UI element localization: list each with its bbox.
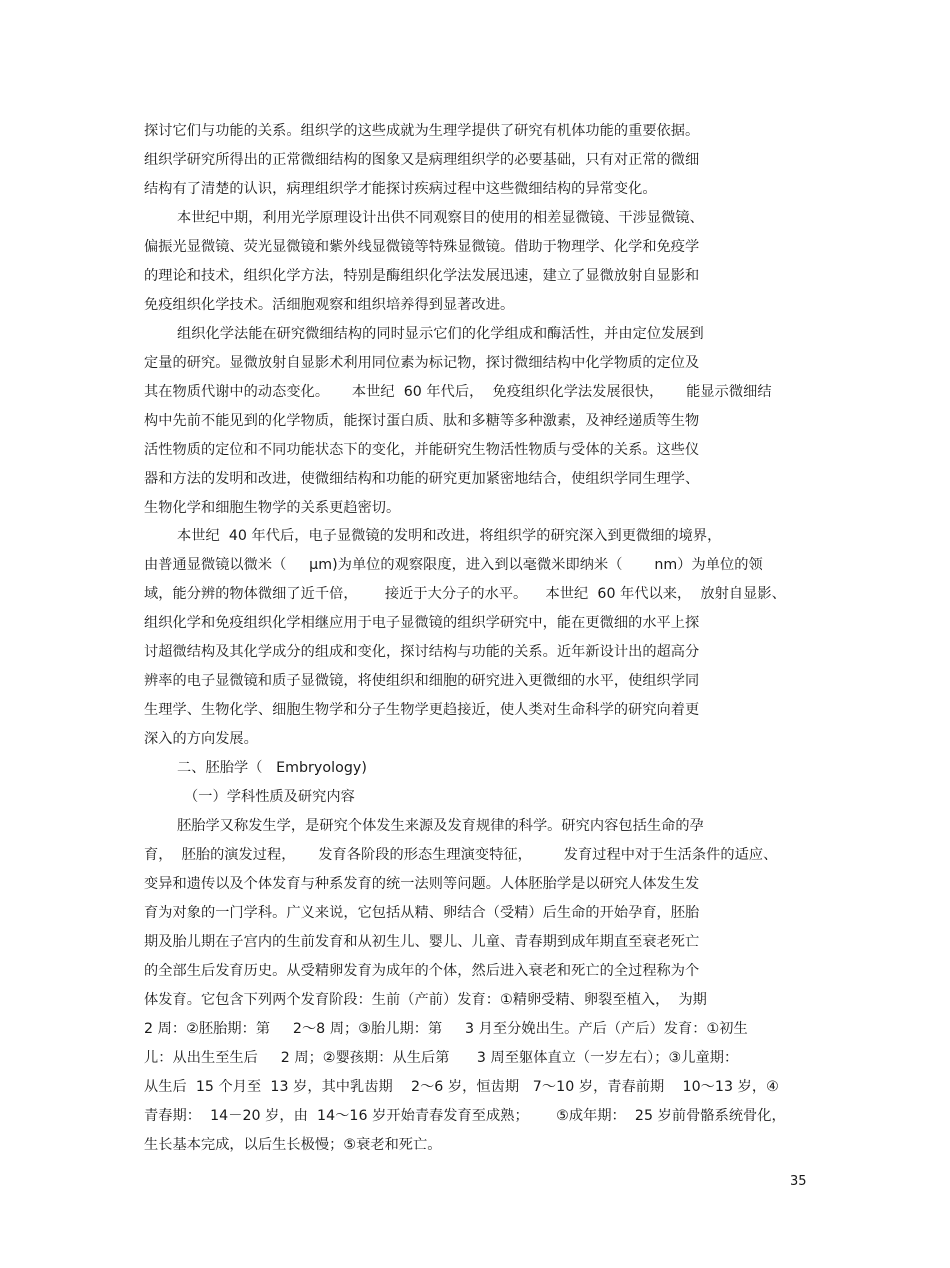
- text-line: 由普通显微镜以微米（ μm)为单位的观察限度，进入到以毫微米即纳米（ nm）为单位的领: [144, 557, 763, 573]
- text-line: 体发育。它包含下列两个发育阶段：生前（产前）发育：①精卵受精、卵裂至植入， 为期: [144, 992, 707, 1008]
- text-line: 育， 胚胎的演发过程， 发育各阶段的形态生理演变特征， 发育过程中对于生活条件的适应、: [144, 847, 778, 863]
- text-line: 的全部生后发育历史。从受精卵发育为成年的个体，然后进入衰老和死亡的全过程称为个: [144, 963, 700, 979]
- text-line: 构中先前不能见到的化学物质，能探讨蛋白质、肽和多糖等多种激素，及神经递质等生物: [144, 413, 700, 429]
- text-line: 变异和遗传以及个体发育与种系发育的统一法则等问题。人体胚胎学是以研究人体发生发: [144, 876, 700, 892]
- text-line: 本世纪中期，利用光学原理设计出供不同观察目的使用的相差显微镜、干涉显微镜、: [177, 210, 704, 226]
- text-line: 深入的方向发展。: [144, 731, 258, 747]
- text-line: 育为对象的一门学科。广义来说，它包括从精、卵结合（受精）后生命的开始孕育，胚胎: [144, 905, 700, 921]
- text-line: 探讨它们与功能的关系。组织学的这些成就为生理学提供了研究有机体功能的重要依据。: [144, 123, 700, 139]
- text-line: 域，能分辨的物体微细了近千倍， 接近于大分子的水平。 本世纪 60 年代以来， 放射自显影、: [144, 586, 786, 602]
- subsection-heading: （一）学科性质及研究内容: [184, 789, 355, 805]
- text-line: 其在物质代谢中的动态变化。 本世纪 60 年代后， 免疫组织化学法发展很快， 能显示微细结: [144, 384, 772, 400]
- text-line: 结构有了清楚的认识，病理组织学才能探讨疾病过程中这些微细结构的异常变化。: [144, 181, 657, 197]
- text-line: 组织化学和免疫组织化学相继应用于电子显微镜的组织学研究中，能在更微细的水平上探: [144, 615, 700, 631]
- text-line: 的理论和技术，组织化学方法，特别是酶组织化学法发展迅速，建立了显微放射自显影和: [144, 268, 700, 284]
- text-line: 讨超微结构及其化学成分的组成和变化，探讨结构与功能的关系。近年新设计出的超高分: [144, 644, 700, 660]
- text-line: 儿：从出生至生后 2 周；②婴孩期：从生后第 3 周至躯体直立（一岁左右）；③儿童期：: [144, 1050, 739, 1066]
- text-line: 生物化学和细胞生物学的关系更趋密切。: [144, 500, 401, 516]
- text-line: 定量的研究。显微放射自显影术利用同位素为标记物，探讨微细结构中化学物质的定位及: [144, 355, 700, 371]
- text-line: 组织学研究所得出的正常微细结构的图象又是病理组织学的必要基础，只有对正常的微细: [144, 152, 700, 168]
- text-line: 从生后 15 个月至 13 岁，其中乳齿期 2～6 岁，恒齿期 7～10 岁，青春前期 10～13 岁，④: [144, 1079, 779, 1095]
- text-line: 组织化学法能在研究微细结构的同时显示它们的化学组成和酶活性，并由定位发展到: [177, 326, 704, 342]
- text-line: 器和方法的发明和改进，使微细结构和功能的研究更加紧密地结合，使组织学同生理学、: [144, 471, 700, 487]
- text-line: 期及胎儿期在子宫内的生前发育和从初生儿、婴儿、儿童、青春期到成年期直至衰老死亡: [144, 934, 700, 950]
- text-line: 活性物质的定位和不同功能状态下的变化，并能研究生物活性物质与受体的关系。这些仪: [144, 442, 700, 458]
- section-heading: 二、胚胎学（ Embryology): [177, 760, 367, 776]
- text-line: 免疫组织化学技术。活细胞观察和组织培养得到显著改进。: [144, 297, 515, 313]
- text-line: 2 周：②胚胎期：第 2～8 周；③胎儿期：第 3 月至分娩出生。产后（产后）发育：①初生: [144, 1021, 748, 1037]
- text-line: 生理学、生物化学、细胞生物学和分子生物学更趋接近，使人类对生命科学的研究向着更: [144, 702, 700, 718]
- text-line: 辨率的电子显微镜和质子显微镜，将使组织和细胞的研究进入更微细的水平，使组织学同: [144, 673, 700, 689]
- text-line: 胚胎学又称发生学，是研究个体发生来源及发育规律的科学。研究内容包括生命的孕: [177, 818, 704, 834]
- text-line: 青春期： 14－20 岁，由 14～16 岁开始青春发育至成熟； ⑤成年期： 25 岁前骨骼系统骨化，: [144, 1108, 786, 1124]
- text-line: 偏振光显微镜、荧光显微镜和紫外线显微镜等特殊显微镜。借助于物理学、化学和免疫学: [144, 239, 700, 255]
- page-number: 35: [790, 1174, 807, 1189]
- text-line: 生长基本完成，以后生长极慢；⑤衰老和死亡。: [144, 1137, 442, 1153]
- text-line: 本世纪 40 年代后，电子显微镜的发明和改进，将组织学的研究深入到更微细的境界，: [177, 528, 722, 544]
